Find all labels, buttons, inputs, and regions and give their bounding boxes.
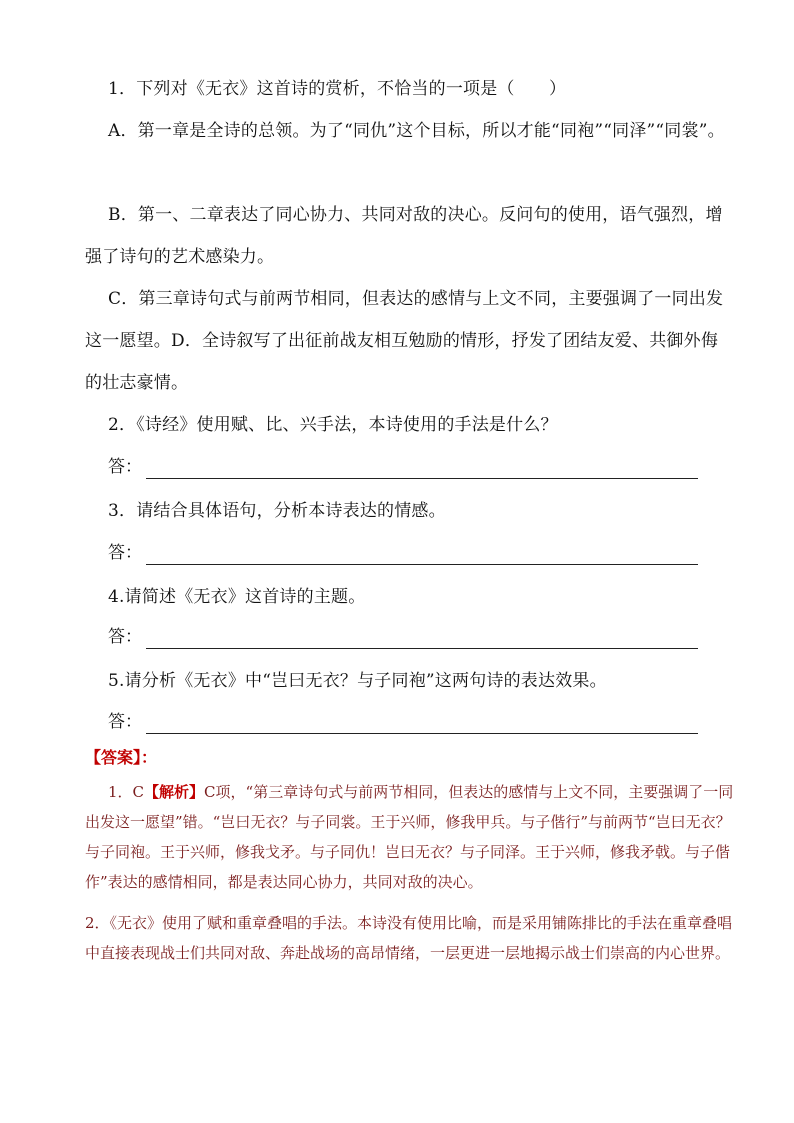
answer-1-prefix: 1．C [108, 783, 145, 801]
answer-underline [146, 648, 698, 649]
question-1-option-b: B．第一、二章表达了同心协力、共同对敌的决心。反问句的使用，语气强烈，增强了诗句的艺术感染力。 [85, 205, 723, 267]
answer-2: 2．《无衣》使用了赋和重章叠唱的手法。本诗没有使用比喻，而是采用铺陈排比的手法在重章叠唱中直接表现战士们共同对敌、奔赴战场的高昂情绪，一层更进一层地揭示战士们崇高的内心世界。 [85, 914, 733, 962]
question-4-stem: 4.请简述《无衣》这首诗的主题。 [108, 587, 366, 607]
answer-label: 答： [108, 543, 142, 563]
answer-underline [146, 564, 698, 565]
question-1-option-a: A．第一章是全诗的总领。为了“同仇”这个目标，所以才能“同袍”“同泽”“同裳”。 [108, 121, 725, 141]
question-5-answer-field[interactable] [108, 701, 698, 743]
question-2-stem: 2．《诗经》使用赋、比、兴手法，本诗使用的手法是什么？ [108, 415, 558, 435]
answer-label: 答： [108, 627, 142, 647]
answer-1-text: C项，“第三章诗句式与前两节相同，但表达的感情与上文不同，主要强调了一同出发这一愿望”错。“岂曰无衣？与子同裳。王于兴师，修我甲兵。与子偕行”与前两节“岂曰无衣？与子同袍。王于兴师，修我戈矛。与子同仇！岂曰无衣？与子同泽。王于兴师，修我矛戟。与子偕作”表达的感情相同，都是表达同心协力，共同对敌的决心。 [85, 783, 734, 891]
answers-header: 【答案】： [85, 748, 158, 767]
question-3-stem: 3．请结合具体语句，分析本诗表达的情感。 [108, 501, 446, 521]
question-2-answer-field[interactable] [108, 446, 698, 488]
question-1-option-c-d: C．第三章诗句式与前两节相同，但表达的感情与上文不同，主要强调了一同出发这一愿望。D．全诗叙写了出征前战友相互勉励的情形，抒发了团结友爱、共御外侮的壮志豪情。 [85, 289, 724, 393]
answer-label: 答： [108, 712, 142, 732]
answer-underline [146, 733, 698, 734]
answer-label: 答： [108, 457, 142, 477]
analysis-tag: 【解析】 [144, 783, 205, 801]
answer-1 [85, 777, 740, 897]
question-3-answer-field[interactable] [108, 532, 698, 574]
question-5-stem: 5.请分析《无衣》中“岂曰无衣？与子同袍”这两句诗的表达效果。 [108, 671, 607, 691]
answer-underline [146, 478, 698, 479]
question-1-stem: 1．下列对《无衣》这首诗的赏析，不恰当的一项是（ ） [108, 79, 567, 99]
question-4-answer-field[interactable] [108, 616, 698, 658]
